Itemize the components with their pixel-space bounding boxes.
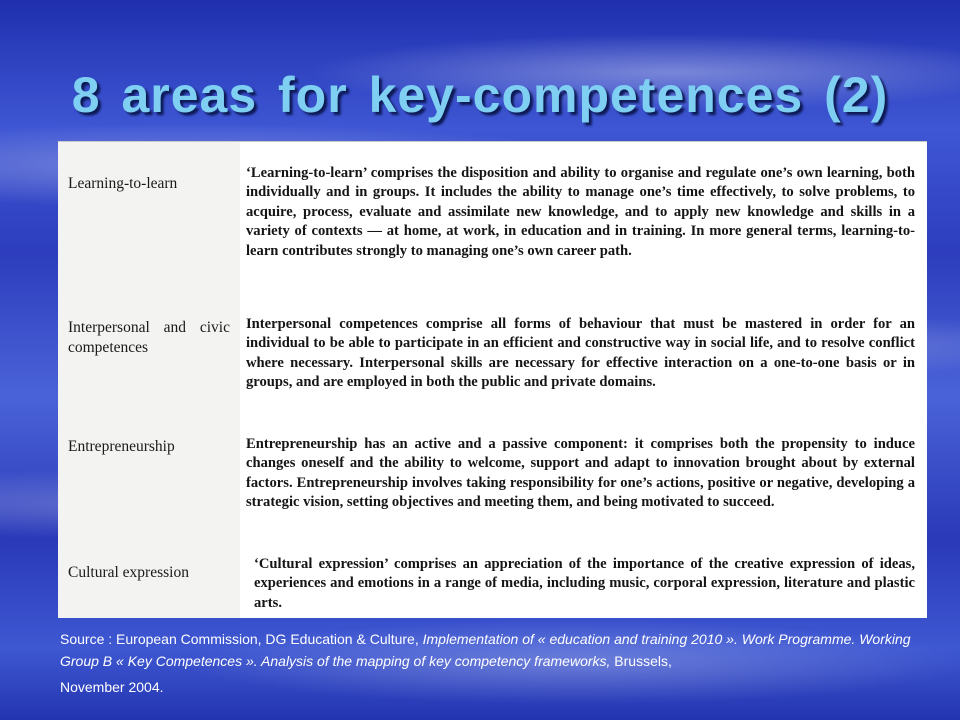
source-suffix: Brussels, <box>610 653 672 669</box>
source-citation <box>60 628 930 698</box>
row-description: Entrepreneurship has an active and a passive component: it comprises both the propensity to induce changes oneself and the ability to welcome, support and adapt to innovation brought about by external factors. Entrepreneurship involves taking responsibility for one’s actions, positive or negative, developing a strategic vision, setting objectives and meeting them, and being motivated to succeed. <box>240 435 927 513</box>
row-label: Cultural expression <box>68 564 189 581</box>
row-description: Interpersonal competences comprise all forms of behaviour that must be mastered in order for an individual to be able to participate in an efficient and constructive way in social life, and to resolve conflict where necessary. Interpersonal skills are necessary for effective interaction on a one-to-one basis or in groups, and are employed in both the public and private domains. <box>240 315 927 393</box>
row-label: Learning-to-learn <box>68 175 178 192</box>
row-description: ‘Learning-to-learn’ comprises the disposition and ability to organise and regulate one’s own learning, both individually and in groups. It includes the ability to manage one’s time effectively, to solve problems, to acquire, process, evaluate and assimilate new knowledge, and to apply new knowledge and skills in a variety of contexts — at home, at work, in education and in training. In more general terms, learning-to-learn contributes strongly to managing one’s own career path. <box>240 164 927 261</box>
slide-title: 8 areas for key-competences (2) <box>71 67 889 123</box>
row-label: Interpersonal and civic competences <box>68 319 230 356</box>
row-description: ‘Cultural expression’ comprises an appreciation of the importance of the creative expression of ideas, experiences and emotions in a range of media, including music, corporal expression, literature and plastic arts. <box>240 555 927 613</box>
source-title: Implementation of « education and training 2010 ». Work Programme. Working Group B « Key Competences ». Analysis of the mapping of key competency frameworks, <box>60 631 911 669</box>
competences-table <box>58 141 927 618</box>
source-date: November 2004. <box>60 679 164 695</box>
row-label: Entrepreneurship <box>68 438 175 455</box>
source-prefix: Source : European Commission, DG Education & Culture, <box>60 631 423 647</box>
